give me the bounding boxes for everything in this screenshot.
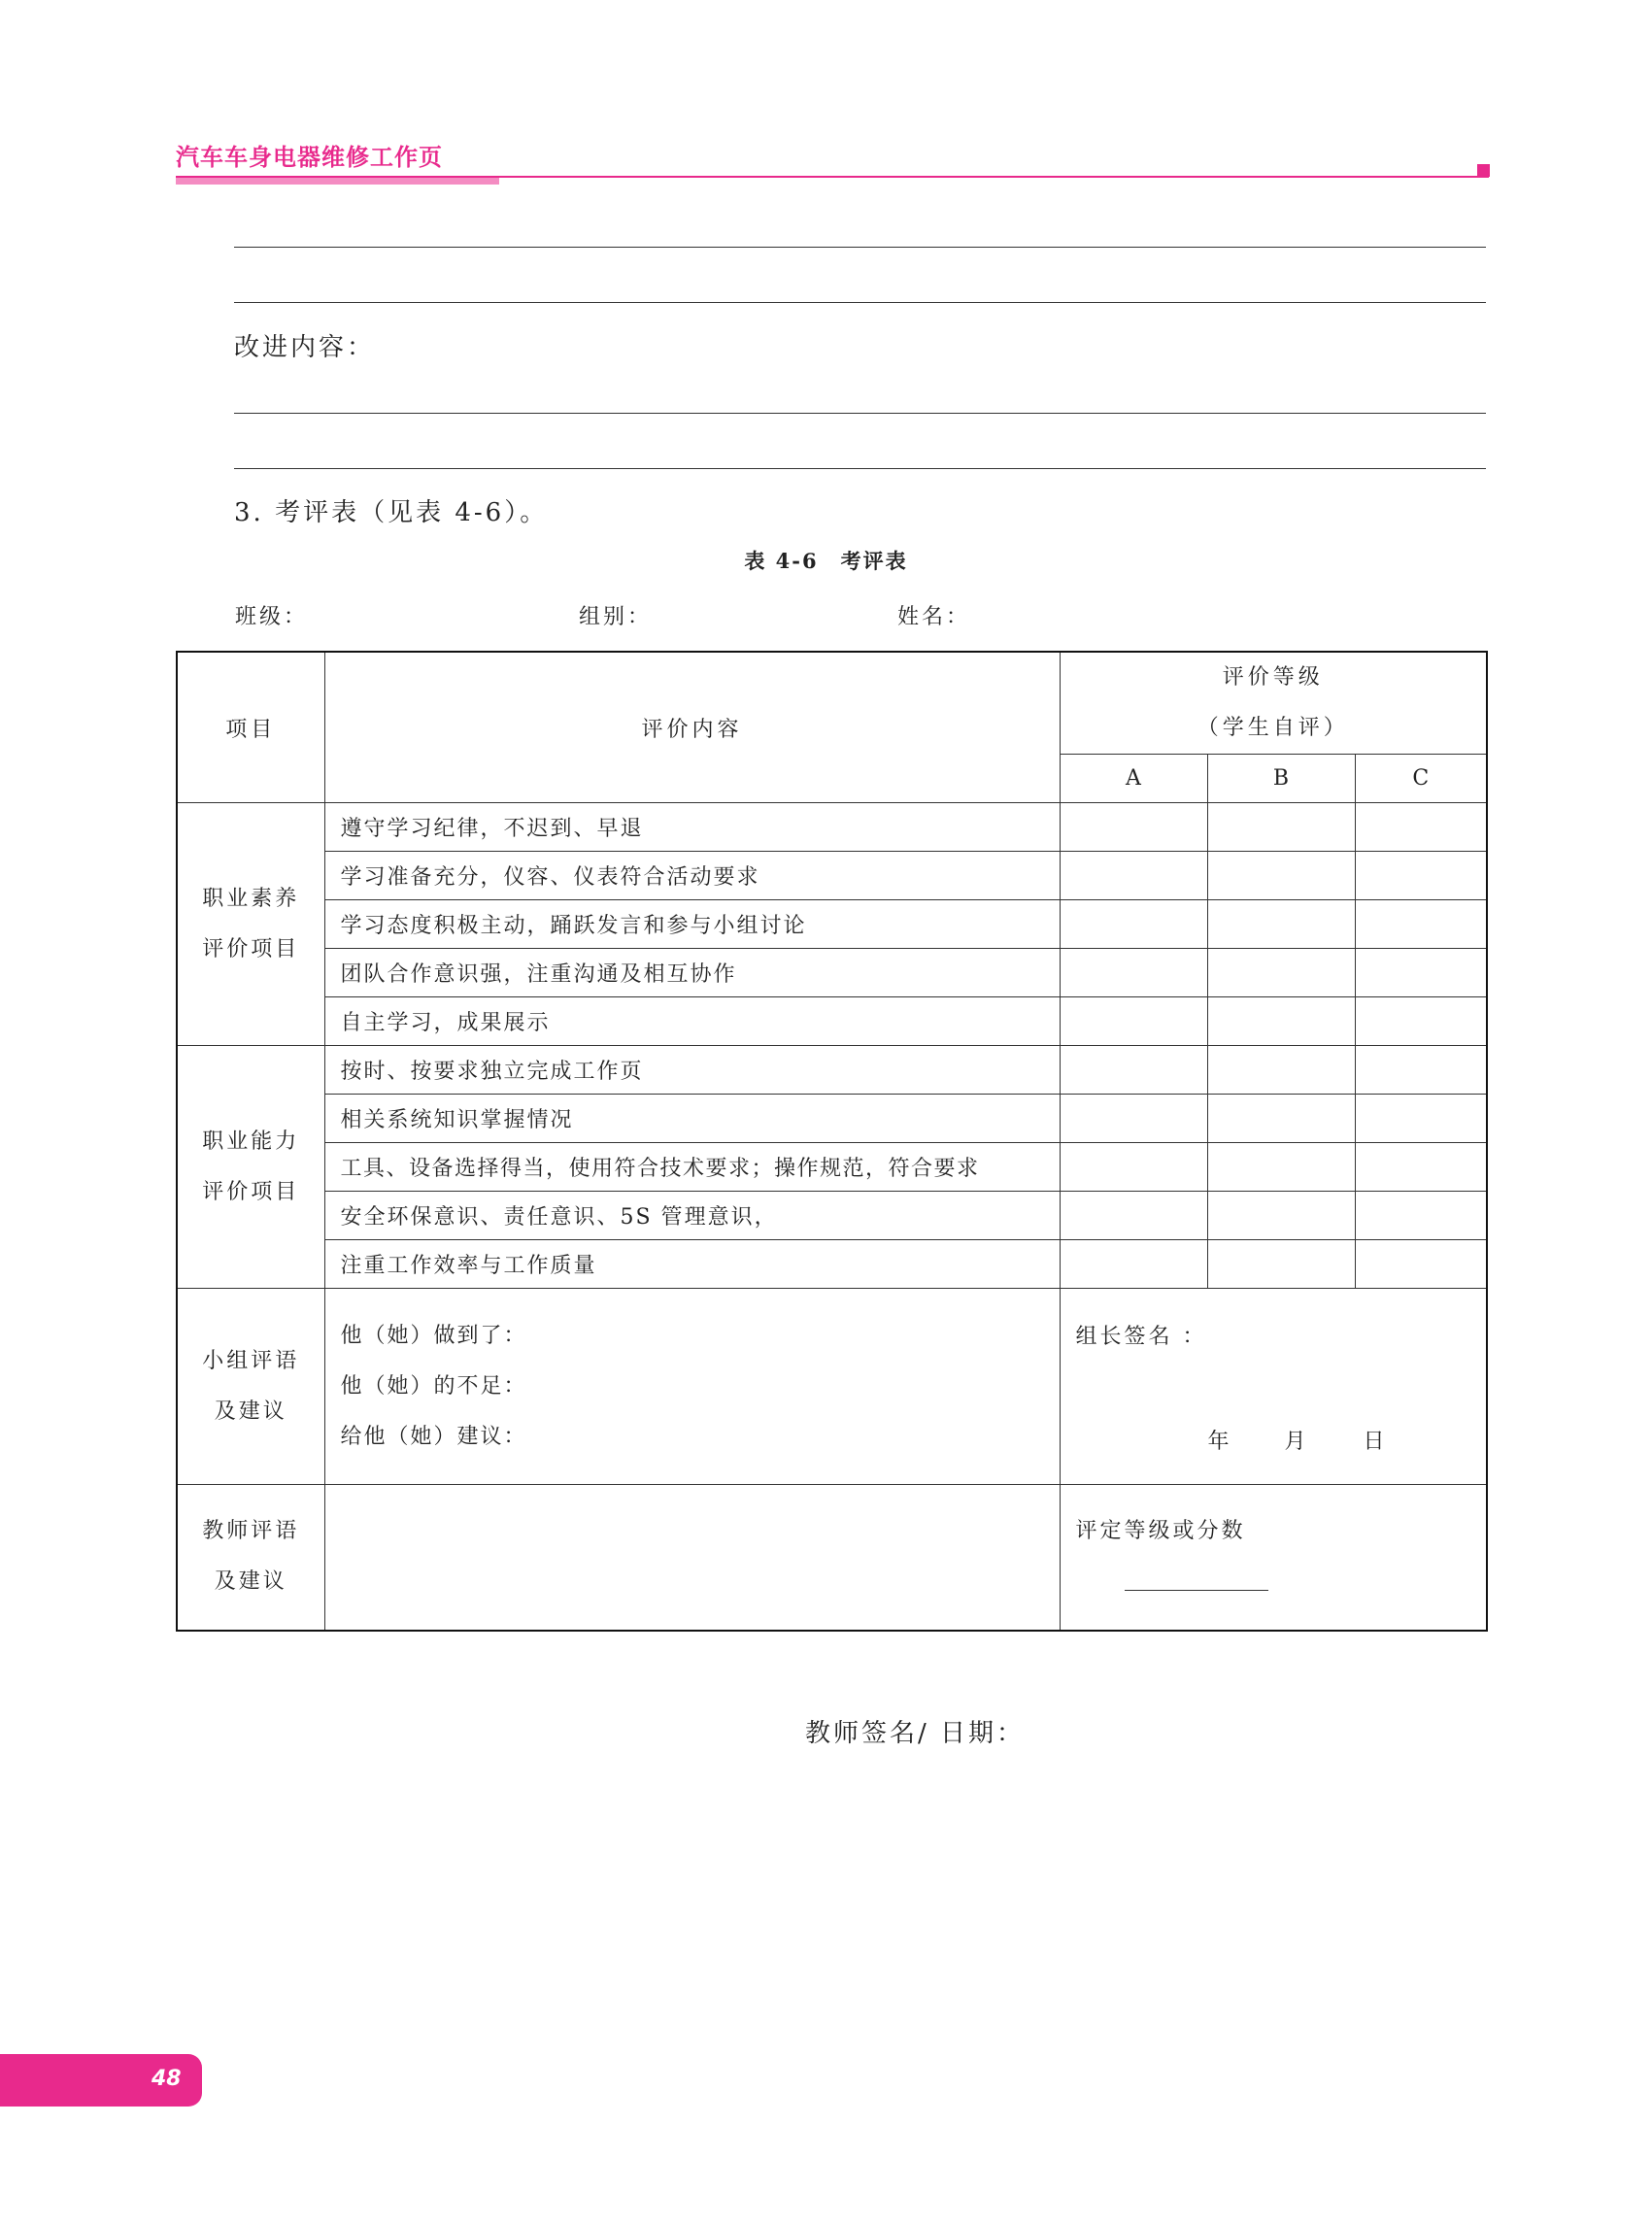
teacher-comment-label-line2: 及建议	[214, 1569, 287, 1595]
professional-quality-label-line2: 评价项目	[202, 936, 300, 961]
writing-line[interactable]	[234, 247, 1486, 248]
grade-b-cell[interactable]	[1207, 1192, 1355, 1240]
improvement-label: 改进内容：	[234, 333, 376, 362]
grade-a-cell[interactable]	[1060, 1192, 1207, 1240]
grade-a-cell[interactable]	[1060, 949, 1207, 997]
grade-b-cell[interactable]	[1207, 1143, 1355, 1192]
group-leader-sign-label: 组长签名 ：	[1075, 1325, 1207, 1349]
criteria-item: 团队合作意识强，注重沟通及相互协作	[324, 949, 1060, 997]
grade-b-cell[interactable]	[1207, 803, 1355, 852]
grade-b-cell[interactable]	[1207, 949, 1355, 997]
header-grade-title: 评价等级	[1222, 665, 1324, 690]
criteria-item: 工具、设备选择得当，使用符合技术要求；操作规范，符合要求	[324, 1143, 1060, 1192]
grade-c-cell[interactable]	[1355, 949, 1487, 997]
grade-c-cell[interactable]	[1355, 852, 1487, 900]
professional-ability-label-line2: 评价项目	[202, 1179, 300, 1204]
criteria-item: 安全环保意识、责任意识、5S 管理意识，	[324, 1192, 1060, 1240]
teacher-comment-content[interactable]	[324, 1485, 1060, 1631]
grade-b-cell[interactable]	[1207, 900, 1355, 949]
professional-ability-label-line1: 职业能力	[202, 1129, 300, 1154]
teacher-sign-date-label: 教师签名/ 日期：	[805, 1719, 1026, 1748]
grade-c-cell[interactable]	[1355, 1046, 1487, 1095]
grade-b-cell[interactable]	[1207, 1095, 1355, 1143]
writing-line[interactable]	[234, 468, 1486, 469]
header-grade-subtitle: （学生自评）	[1197, 716, 1349, 740]
class-label: 班级：	[235, 605, 309, 629]
teacher-comment-label-line1: 教师评语	[202, 1519, 300, 1544]
teacher-grade-label: 评定等级或分数	[1075, 1519, 1246, 1543]
grade-c-cell[interactable]	[1355, 1095, 1487, 1143]
criteria-item: 相关系统知识掌握情况	[324, 1095, 1060, 1143]
table-caption: 表 4-6 考评表	[744, 549, 908, 573]
criteria-item: 注重工作效率与工作质量	[324, 1240, 1060, 1289]
header-rule-accent	[176, 178, 499, 185]
professional-quality-label-line1: 职业素养	[202, 886, 300, 911]
criteria-item: 学习准备充分，仪容、仪表符合活动要求	[324, 852, 1060, 900]
group-label: 组别：	[579, 605, 653, 629]
group-comment-label-line2: 及建议	[214, 1399, 287, 1424]
grade-c-cell[interactable]	[1355, 1192, 1487, 1240]
grade-c-cell[interactable]	[1355, 1240, 1487, 1289]
group-comment-label-line1: 小组评语	[202, 1348, 300, 1373]
section-heading: 3. 考评表（见表 4-6）。	[234, 498, 549, 527]
running-header-title: 汽车车身电器维修工作页	[176, 144, 443, 171]
header-square-mark	[1477, 164, 1490, 177]
grade-b-cell[interactable]	[1207, 852, 1355, 900]
date-month: 月	[1284, 1430, 1309, 1454]
grade-b-cell[interactable]	[1207, 1046, 1355, 1095]
grade-a-cell[interactable]	[1060, 900, 1207, 949]
page-number: 48	[152, 2067, 182, 2091]
criteria-item: 遵守学习纪律，不迟到、早退	[324, 803, 1060, 852]
grade-a-cell[interactable]	[1060, 1143, 1207, 1192]
grade-a-cell[interactable]	[1060, 852, 1207, 900]
grade-c-cell[interactable]	[1355, 1143, 1487, 1192]
header-content: 评价内容	[324, 652, 1060, 803]
writing-line[interactable]	[234, 413, 1486, 414]
group-comment-did: 他（她）做到了：	[340, 1323, 527, 1348]
name-label: 姓名：	[897, 605, 971, 629]
group-comment-lack: 他（她）的不足：	[340, 1373, 527, 1399]
grade-b-header: B	[1207, 755, 1355, 803]
grade-a-cell[interactable]	[1060, 997, 1207, 1046]
teacher-grade-cell[interactable]	[1060, 1485, 1487, 1631]
grade-a-cell[interactable]	[1060, 1046, 1207, 1095]
grade-a-cell[interactable]	[1060, 803, 1207, 852]
group-comment-advice: 给他（她）建议：	[340, 1424, 527, 1449]
criteria-item: 按时、按要求独立完成工作页	[324, 1046, 1060, 1095]
header-item: 项目	[177, 652, 324, 803]
group-comment-label	[177, 1289, 324, 1485]
teacher-comment-label	[177, 1485, 324, 1631]
sign-date	[1208, 1425, 1388, 1455]
writing-line[interactable]	[234, 302, 1486, 303]
group-comment-content[interactable]	[324, 1289, 1060, 1485]
professional-quality-label	[177, 803, 324, 1046]
grade-c-cell[interactable]	[1355, 997, 1487, 1046]
date-day: 日	[1363, 1430, 1388, 1454]
header-grade	[1060, 652, 1487, 755]
grade-c-cell[interactable]	[1355, 900, 1487, 949]
grade-b-cell[interactable]	[1207, 1240, 1355, 1289]
score-blank-line[interactable]	[1125, 1590, 1268, 1591]
grade-c-header: C	[1355, 755, 1487, 803]
grade-a-cell[interactable]	[1060, 1240, 1207, 1289]
grade-a-cell[interactable]	[1060, 1095, 1207, 1143]
professional-ability-label	[177, 1046, 324, 1289]
group-leader-sign-cell[interactable]	[1060, 1289, 1487, 1485]
criteria-item: 自主学习，成果展示	[324, 997, 1060, 1046]
grade-a-header: A	[1060, 755, 1207, 803]
evaluation-table	[176, 651, 1488, 1632]
grade-b-cell[interactable]	[1207, 997, 1355, 1046]
grade-c-cell[interactable]	[1355, 803, 1487, 852]
date-year: 年	[1207, 1430, 1232, 1454]
criteria-item: 学习态度积极主动，踊跃发言和参与小组讨论	[324, 900, 1060, 949]
